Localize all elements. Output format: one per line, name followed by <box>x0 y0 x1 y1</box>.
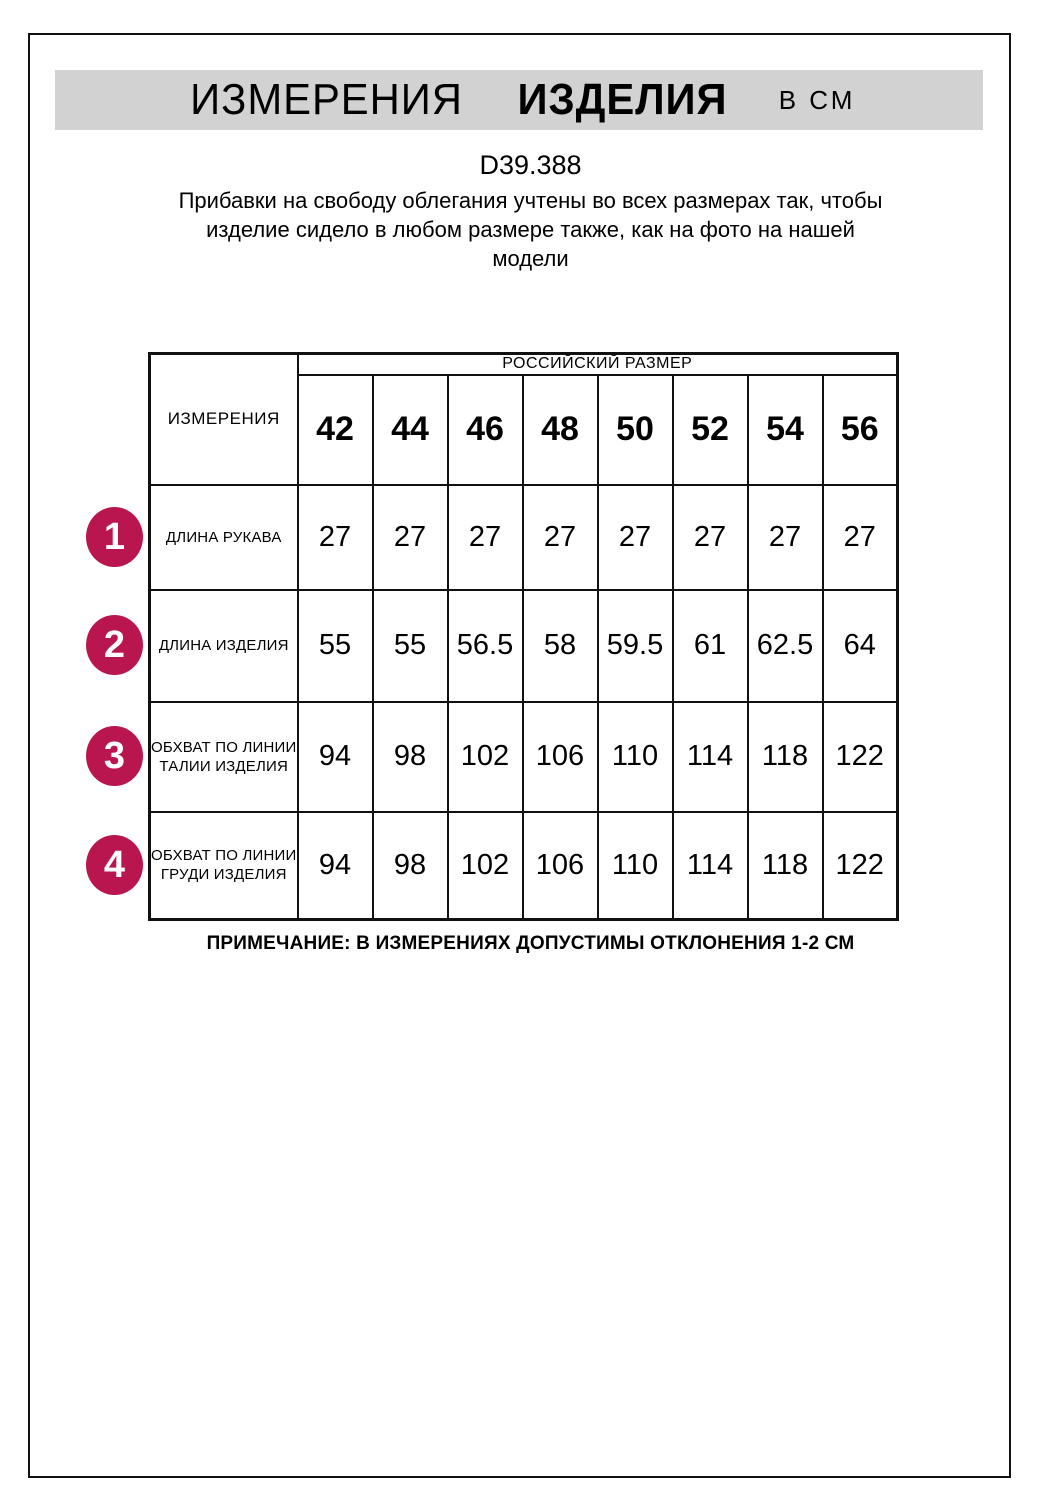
measurement-value: 58 <box>523 590 598 702</box>
measurement-value: 118 <box>748 702 823 812</box>
measurement-value: 114 <box>673 702 748 812</box>
measurement-value: 122 <box>823 702 898 812</box>
measurement-value: 27 <box>448 485 523 590</box>
measurement-value: 59.5 <box>598 590 673 702</box>
table-group-header: РОССИЙСКИЙ РАЗМЕР <box>298 354 898 375</box>
size-header: 48 <box>523 375 598 485</box>
size-header: 42 <box>298 375 373 485</box>
measurement-value: 61 <box>673 590 748 702</box>
table-row-sleeve-length <box>150 485 898 590</box>
size-header: 52 <box>673 375 748 485</box>
article-code: D39.388 <box>479 150 582 180</box>
row-marker-number: 2 <box>103 623 126 666</box>
row-marker-number: 4 <box>103 843 126 886</box>
measurement-label: ДЛИНА ИЗДЕЛИЯ <box>150 590 298 702</box>
measurement-value: 102 <box>448 702 523 812</box>
measurement-value: 27 <box>598 485 673 590</box>
measurement-value: 98 <box>373 812 448 920</box>
size-header: 46 <box>448 375 523 485</box>
measurement-value: 27 <box>823 485 898 590</box>
measurement-value: 98 <box>373 702 448 812</box>
measurement-value: 106 <box>523 702 598 812</box>
page-title-bar <box>55 70 983 130</box>
page-title-word-product: ИЗДЕЛИЯ <box>517 75 728 124</box>
size-header: 54 <box>748 375 823 485</box>
measurements-table <box>148 352 899 921</box>
measurement-value: 64 <box>823 590 898 702</box>
fit-description <box>0 186 1061 273</box>
row-marker-badge-3 <box>86 726 143 786</box>
measurement-value: 55 <box>298 590 373 702</box>
table-row-chest-girth <box>150 812 898 920</box>
row-marker-number: 1 <box>103 515 126 558</box>
measurement-value: 27 <box>523 485 598 590</box>
measurement-value: 114 <box>673 812 748 920</box>
measurement-value: 27 <box>673 485 748 590</box>
measurement-value: 94 <box>298 812 373 920</box>
measurement-value: 27 <box>373 485 448 590</box>
page-title-units: В СМ <box>778 84 856 115</box>
row-marker-badge-2 <box>86 615 143 675</box>
measurement-value: 62.5 <box>748 590 823 702</box>
row-marker-badge-4 <box>86 835 143 895</box>
measurement-value: 122 <box>823 812 898 920</box>
tolerance-note: ПРИМЕЧАНИЕ: В ИЗМЕРЕНИЯХ ДОПУСТИМЫ ОТКЛОНЕНИЯ 1-2 СМ <box>206 933 855 954</box>
measurement-value: 118 <box>748 812 823 920</box>
measurement-label: ОБХВАТ ПО ЛИНИИ ТАЛИИ ИЗДЕЛИЯ <box>150 702 298 812</box>
table-corner-header: ИЗМЕРЕНИЯ <box>150 354 298 485</box>
measurement-label: ДЛИНА РУКАВА <box>150 485 298 590</box>
measurement-value: 110 <box>598 702 673 812</box>
measurement-value: 56.5 <box>448 590 523 702</box>
measurement-value: 94 <box>298 702 373 812</box>
measurement-value: 27 <box>298 485 373 590</box>
measurement-value: 55 <box>373 590 448 702</box>
table-row-waist-girth <box>150 702 898 812</box>
measurement-value: 27 <box>748 485 823 590</box>
table-row-garment-length <box>150 590 898 702</box>
size-header: 56 <box>823 375 898 485</box>
row-marker-number: 3 <box>103 734 126 777</box>
fit-description-line: изделие сидело в любом размере также, как на фото на нашей <box>206 217 855 242</box>
fit-description-line: модели <box>492 246 569 271</box>
page-title-word-measurements: ИЗМЕРЕНИЯ <box>189 75 463 124</box>
measurement-label: ОБХВАТ ПО ЛИНИИ ГРУДИ ИЗДЕЛИЯ <box>150 812 298 920</box>
row-marker-badge-1 <box>86 507 143 567</box>
measurement-value: 110 <box>598 812 673 920</box>
size-header: 50 <box>598 375 673 485</box>
measurement-value: 102 <box>448 812 523 920</box>
fit-description-line: Прибавки на свободу облегания учтены во всех размерах так, чтобы <box>178 188 883 213</box>
table-row <box>150 354 898 375</box>
size-header: 44 <box>373 375 448 485</box>
measurement-value: 106 <box>523 812 598 920</box>
